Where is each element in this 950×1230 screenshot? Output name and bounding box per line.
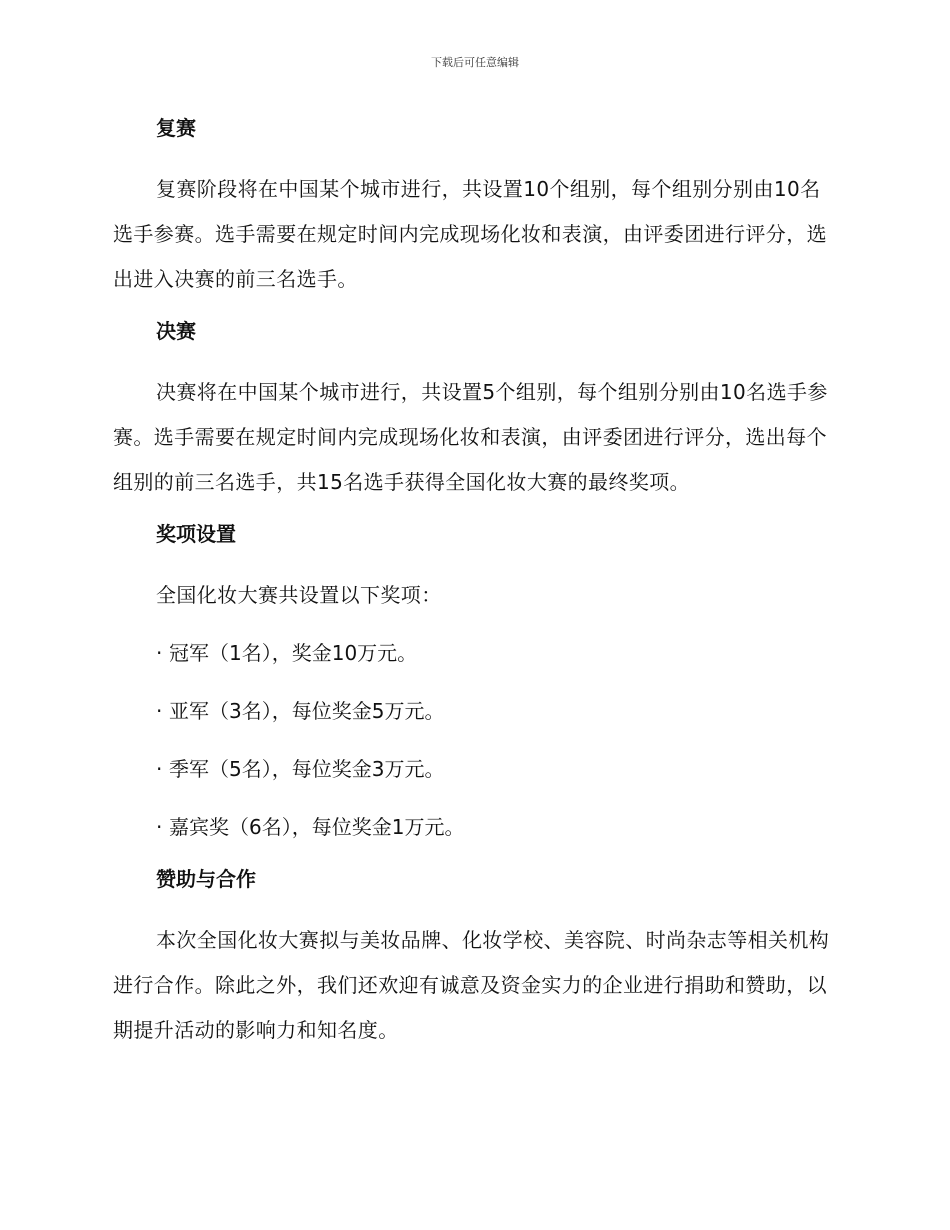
awards-intro: 全国化妆大赛共设置以下奖项： [156, 583, 442, 607]
section-paragraph-final: 决赛将在中国某个城市进行，共设置5个组别，每个组别分别由10名选手参赛。选手需要在规定时间内完成现场化妆和表演，由评委团进行评分，选出每个组别的前三名选手，共15名选手获得全国化妆大赛的最终奖项。 [113, 380, 828, 494]
bullet-marker: · [156, 757, 163, 781]
document-body [113, 112, 838, 1063]
section-title-sponsorship: 赞助与合作 [156, 867, 256, 891]
award-item-text: 嘉宾奖（6名），每位奖金1万元。 [169, 815, 465, 839]
award-item-text: 冠军（1名），奖金10万元。 [169, 641, 418, 665]
section-title-awards: 奖项设置 [156, 522, 236, 546]
award-item [113, 805, 838, 850]
bullet-marker: · [156, 641, 163, 665]
page-header: 下载后可任意编辑 [431, 56, 519, 69]
bullet-marker: · [156, 699, 163, 723]
award-item [113, 747, 838, 792]
section-title-semifinal: 复赛 [156, 116, 196, 140]
award-item [113, 631, 838, 676]
section-title-final: 决赛 [156, 319, 196, 343]
section-paragraph-sponsorship: 本次全国化妆大赛拟与美妆品牌、化妆学校、美容院、时尚杂志等相关机构进行合作。除此之外，我们还欢迎有诚意及资金实力的企业进行捐助和赞助，以期提升活动的影响力和知名度。 [113, 928, 830, 1042]
award-item-text: 亚军（3名），每位奖金5万元。 [169, 699, 445, 723]
bullet-marker: · [156, 815, 163, 839]
section-paragraph-semifinal: 复赛阶段将在中国某个城市进行，共设置10个组别，每个组别分别由10名选手参赛。选手需要在规定时间内完成现场化妆和表演，由评委团进行评分，选出进入决赛的前三名选手。 [113, 177, 827, 291]
award-item-text: 季军（5名），每位奖金3万元。 [169, 757, 445, 781]
award-item [113, 689, 838, 734]
